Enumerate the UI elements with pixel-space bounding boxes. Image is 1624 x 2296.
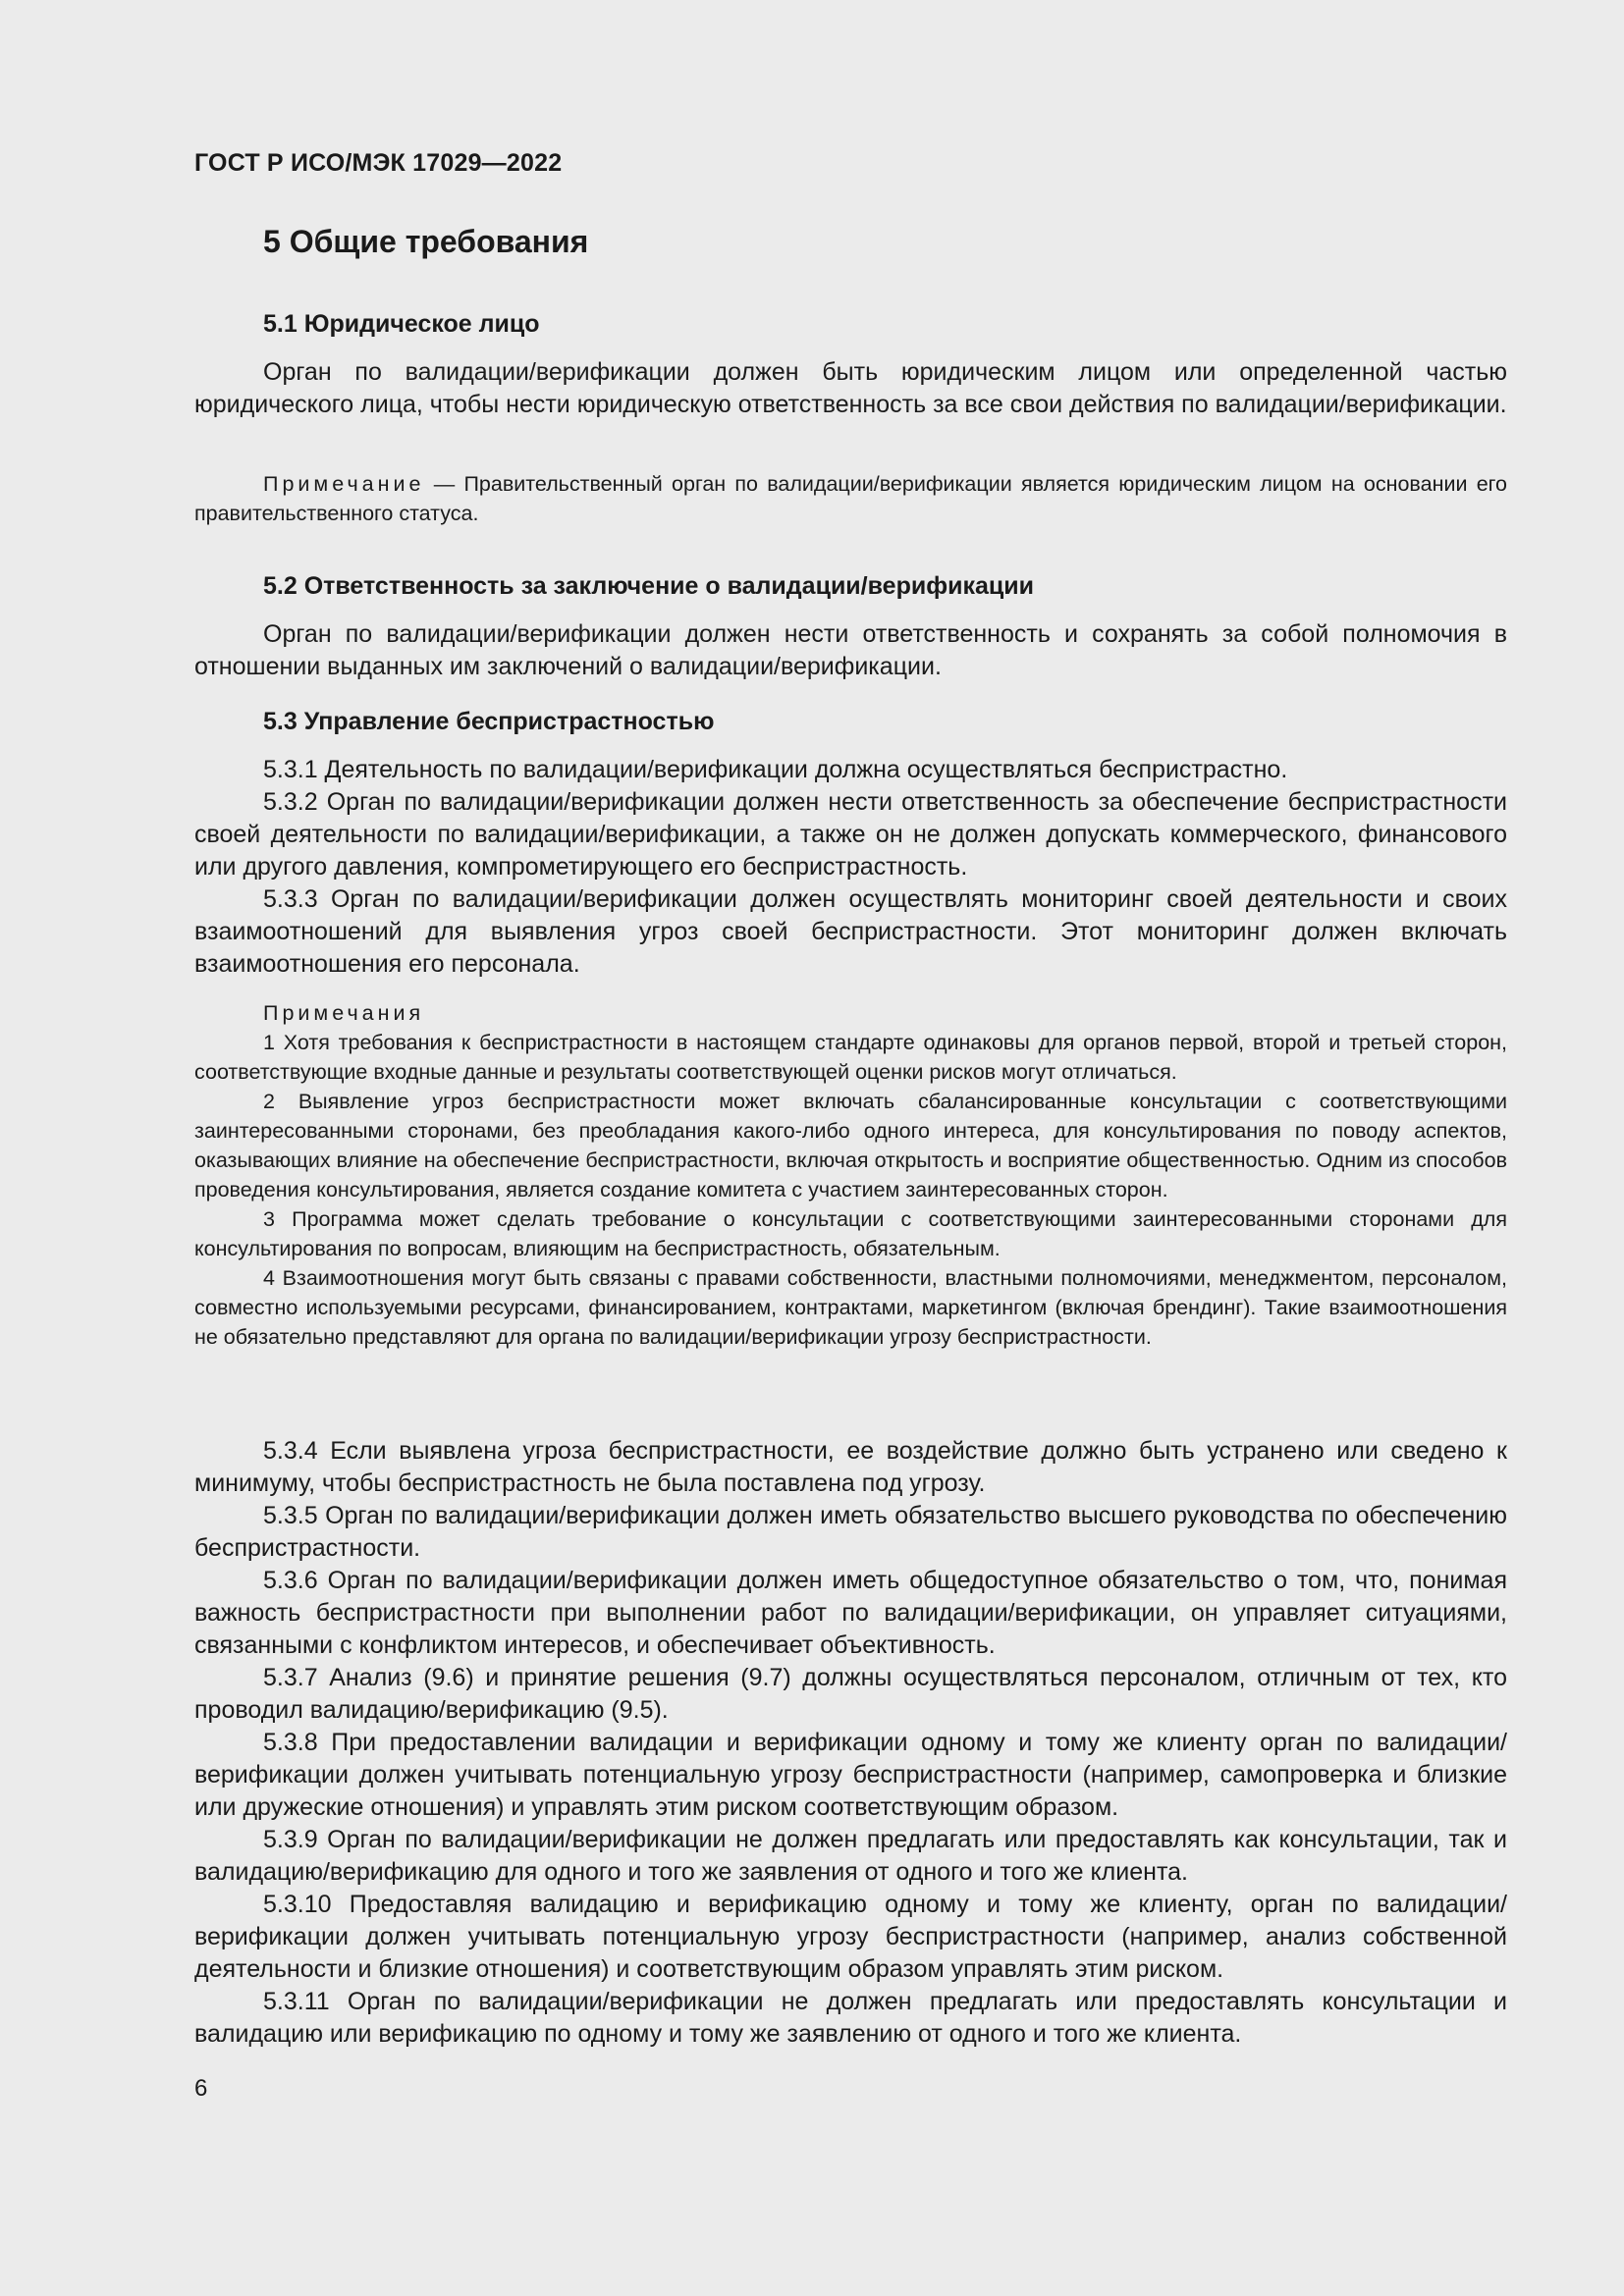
note-5-1 [194,469,1507,528]
note-paragraph [194,469,1507,528]
section-5-1 [194,310,1507,339]
subsection-title: 5.2 Ответственность за заключение о валидации/верификации [263,572,1034,600]
section-title: 5 Общие требования [263,224,589,259]
section-5-3-body-a [194,754,1507,981]
paragraph: 5.3.11 Орган по валидации/верификации не должен предлагать или предоставлять консультации и валидацию или верификацию по одному и тому же заявлению от одного и того же клиента. [194,1988,1507,2048]
paragraph: Орган по валидации/верификации должен нести ответственность и сохранять за собой полномочия в отношении выданных им заключений о валидации/верификации. [194,620,1507,680]
paragraph: 5.3.10 Предоставляя валидацию и верификацию одному и тому же клиенту, орган по валидации/верификации должен учитывать потенциальную угрозу беспристрастности (например, анализ собственной деятельности и близкие отношения) и соответствующим образом управлять этим риском. [194,1891,1507,1983]
section-5-2-body [194,618,1507,683]
paragraph: 5.3.1 Деятельность по валидации/верификации должна осуществляться беспристрастно. [263,756,1288,783]
note-item: 4 Взаимоотношения могут быть связаны с правами собственности, властными полномочиями, менеджментом, персоналом, совместно используемыми ресурсами, финансированием, контрактами, маркетингом (включая брендинг). Такие взаимоотношения не обязательно представляют для органа по валидации/верификации угрозу беспристрастности. [194,1266,1507,1349]
paragraph: 5.3.3 Орган по валидации/верификации должен осуществлять мониторинг своей деятельности и своих взаимоотношений для выявления угроз своей беспристрастности. Этот мониторинг должен включать взаимоотношения его персонала. [194,885,1507,978]
section-5-3-body-b [194,1435,1507,2051]
page-number: 6 [194,2075,208,2102]
notes-label: Примечания [263,1001,425,1025]
paragraph: Орган по валидации/верификации должен быть юридическим лицом или определенной частью юридического лица, чтобы нести юридическую ответственность за все свои действия по валидации/верификации. [194,358,1507,418]
paragraph: 5.3.5 Орган по валидации/верификации должен иметь обязательство высшего руководства по обеспечению беспристрастности. [194,1502,1507,1562]
section-5-1-body [194,356,1507,421]
notes-5-3 [194,998,1507,1352]
paragraph: 5.3.4 Если выявлена угроза беспристрастности, ее воздействие должно быть устранено или сведено к минимуму, чтобы беспристрастность не была поставлена под угрозу. [194,1437,1507,1497]
note-item: 3 Программа может сделать требование о консультации с соответствующими заинтересованными сторонами для консультирования по вопросам, влияющим на беспристрастность, обязательным. [194,1207,1507,1260]
paragraph: 5.3.6 Орган по валидации/верификации должен иметь общедоступное обязательство о том, что, понимая важность беспристрастности при выполнении работ по валидации/верификации, он управляет ситуациями, связанными с конфликтом интересов, и обеспечивает объективность. [194,1567,1507,1659]
paragraph: 5.3.2 Орган по валидации/верификации должен нести ответственность за обеспечение беспристрастности своей деятельности по валидации/верификации, а также он не должен допускать коммерческого, финансового или другого давления, компрометирующего его беспристрастность. [194,788,1507,881]
paragraph: 5.3.7 Анализ (9.6) и принятие решения (9.7) должны осуществляться персоналом, отличным от тех, кто проводил валидацию/верификацию (9.5). [194,1664,1507,1724]
document-page [194,0,1507,2296]
subsection-title: 5.3 Управление беспристрастностью [263,708,715,735]
document-id: ГОСТ Р ИСО/МЭК 17029—2022 [194,149,563,177]
section-5-3 [194,708,1507,736]
note-text: — Правительственный орган по валидации/верификации является юридическим лицом на основании его правительственного статуса. [194,472,1507,525]
subsection-title: 5.1 Юридическое лицо [263,310,540,338]
section-5-2 [194,572,1507,601]
note-item: 1 Хотя требования к беспристрастности в настоящем стандарте одинаковы для органов первой, второй и третьей сторон, соответствующие входные данные и результаты соответствующей оценки рисков могут отличаться. [194,1031,1507,1084]
paragraph: 5.3.9 Орган по валидации/верификации не должен предлагать или предоставлять как консультации, так и валидацию/верификацию для одного и того же заявления от одного и того же клиента. [194,1826,1507,1886]
note-label: Примечание [263,472,425,496]
paragraph: 5.3.8 При предоставлении валидации и верификации одному и тому же клиенту орган по валидации/верификации должен учитывать потенциальную угрозу беспристрастности (например, самопроверка и близкие или дружеские отношения) и управлять этим риском соответствующим образом. [194,1729,1507,1821]
note-item: 2 Выявление угроз беспристрастности может включать сбалансированные консультации с соответствующими заинтересованными сторонами, без преобладания какого-либо одного интереса, для консультирования по поводу аспектов, оказывающих влияние на обеспечение беспристрастности, включая открытость и восприятие общественностью. Одним из способов проведения консультирования, является создание комитета с участием заинтересованных сторон. [194,1090,1507,1201]
